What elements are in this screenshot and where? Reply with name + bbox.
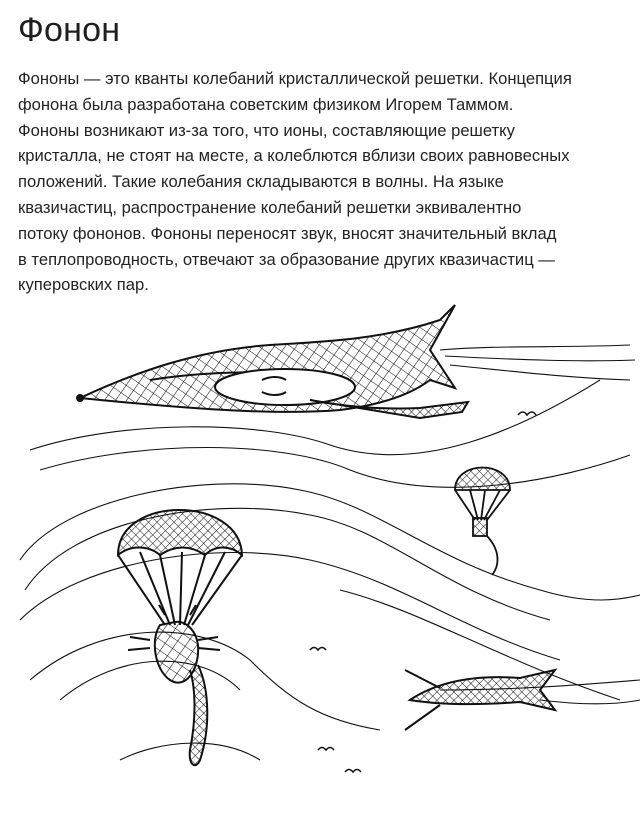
paragraph-line: положений. Такие колебания складываются в волны. На языке [18,172,504,192]
paragraph-line: в теплопроводность, отвечают за образование других квазичастиц — [18,249,555,269]
parachute-small-drawing [455,468,510,576]
paragraph-line: потоку фононов. Фононы переносят звук, вносят значительный вклад [18,223,557,243]
fish-small-drawing [405,670,555,730]
phonon-illustration [0,292,643,822]
article-title: Фонон [18,11,121,49]
paragraph-line: Фононы возникают из-за того, что ионы, составляющие решетку [18,120,515,140]
paragraph-line: квазичастиц, распространение колебаний решетки эквивалентно [18,197,522,217]
paragraph-line: куперовских пар. [18,275,149,295]
parachute-large-drawing [118,510,242,765]
article-paragraph [18,66,638,298]
paragraph-line: фонона была разработана советским физиком Игорем Таммом. [18,94,514,114]
paragraph-line: Фононы — это кванты колебаний кристаллической решетки. Концепция [18,69,572,88]
paragraph-line: кристалла, не стоят на месте, а колеблются вблизи своих равновесных [18,146,570,166]
fish-large-drawing [77,305,468,418]
